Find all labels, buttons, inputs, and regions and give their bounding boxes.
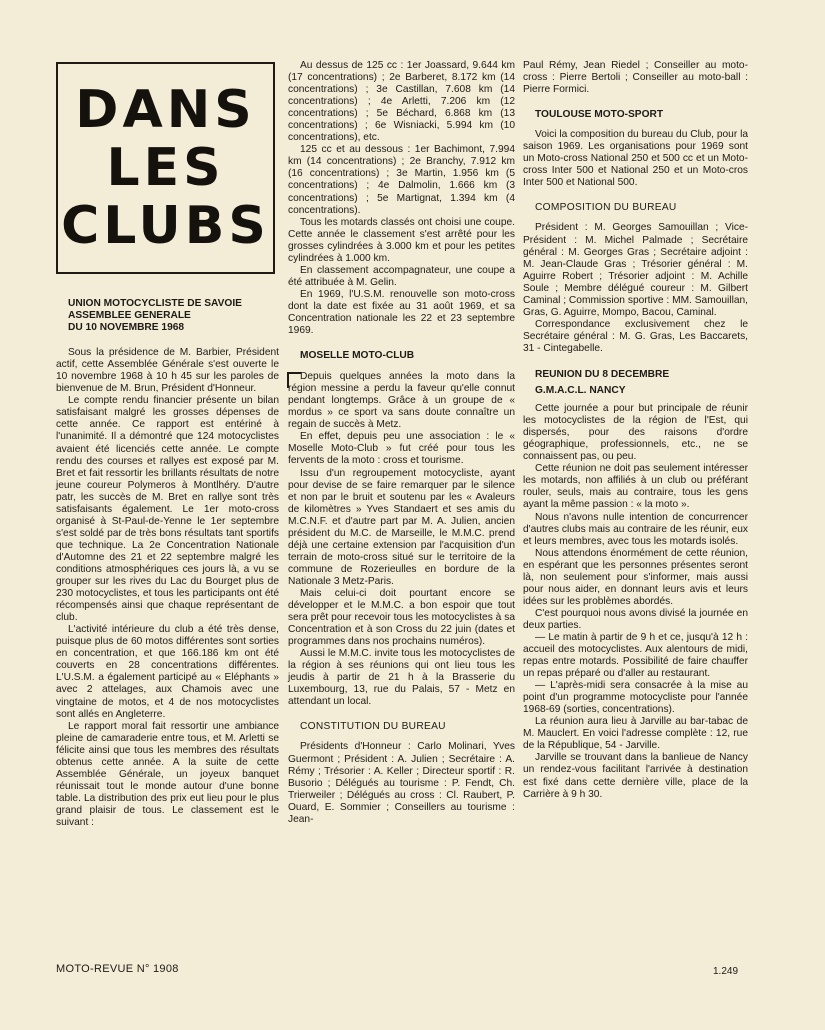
- title-line: CLUBS: [61, 196, 270, 256]
- paragraph: Tous les motards classés ont choisi une coupe. Cette année le classement s'est arrêté pour les grosses cylindrées à 3.000 km et pour les petites cylindrées à 1.000 km.: [288, 216, 515, 264]
- column-right: [523, 60, 748, 801]
- section-subheading: G.M.A.C.L. NANCY: [535, 385, 626, 397]
- paragraph: Nous n'avons nulle intention de concurrencer d'autres clubs mais au contraire de les réunir, eux et leurs membres, avec tous les motards isolés.: [523, 511, 748, 547]
- paragraph: Président : M. Georges Samouillan ; Vice-Président : M. Michel Palmade ; Secrétaire général : M. Georges Gras ; Secrétaire adjoint : M. Jean-Claude Gras ; Trésorier général : M. Aguirre Robert ; Trésorier adjoint : M. Achille Soule ; Membre délégué coureur : M. Gilbert Caminal ; Commission sportive : MM. Samouillan, Gras, G. Aguirre, Mompo, Bacou, Caminal.: [523, 222, 748, 318]
- paragraph: En 1969, l'U.S.M. renouvelle son moto-cross dont la date est fixée au 31 août 1969, et sa Concentration nationale les 22 et 23 septembre 1969.: [288, 288, 515, 337]
- title-line: LES: [106, 138, 225, 198]
- paragraph: Le rapport moral fait ressortir une ambiance pleine de camaraderie entre tous, et M. Arletti se félicite ainsi que tous les membres des résultats obtenus cette année. A la suite de cette Assemblée Générale, un joyeux banquet réunissait tout le monde autour d'une bonne table. La distribution des prix eut lieu pour le plus grand plaisir de tous. Le classement est le suivant :: [56, 720, 279, 828]
- page-number: 1.249: [713, 966, 739, 977]
- section-heading: CONSTITUTION DU BUREAU: [300, 721, 446, 733]
- paragraph: 125 cc et au dessous : 1er Bachimont, 7.994 km (14 concentrations) ; 2e Branchy, 7.912 km (16 concentrations) ; 3e Martin, 1.956 km (5 concentrations) ; 4e Dalmolin, 1.666 km (3 concentrations) ; 5e Martignat, 1.394 km (4 concentrations).: [288, 144, 515, 216]
- column-middle: [288, 60, 515, 826]
- paragraph: Issu d'un regroupement motocycliste, ayant pour devise de se faire remarquer par le silence et non par le bruit et soutenu par les « Avaleurs de kilomètres » Yves Standaert et ses amis du M.C.N.F. et d'autre part par M. A. Julien, ancien président du M.C. de Marseille, le M.M.C. prend déjà une certaine extension par l'acquisition d'un terrain de moto-cross situé sur le territoire de la commune de Rozerieulles en bordure de la Nationale 3 Metz-Paris.: [288, 467, 515, 587]
- paragraph: Le compte rendu financier présente un bilan satisfaisant malgré les grosses dépenses de cette année. Ce rapport est entériné à l'unanimité. Il a démontré que 124 motocyclistes avaient été licenciés cette année. Le compte rendu des courses et rallyes est exposé par M. Bret et fait ressortir les brillants résultats de notre jeune coureur Polymeros à Montlhéry. D'autre patr, les succès de M. Bret en rallye sont très satisfaisants également. Le 1er moto-cross organisé à St-Paul-de-Yenne le 1er septembre s'est soldé par de très bons résultats tant sportifs que technique. La 2e Concentration Nationale d'Automne des 21 et 22 septembre malgré les conditions atmosphériques ces jours là, a vu se grouper sur les rives du Lac du Bourget plus de 230 motocyclistes, et tous les participants ont été récompensés ainsi que chaque représentant de club.: [56, 395, 279, 624]
- paragraph: Paul Rémy, Jean Riedel ; Conseiller au moto-cross : Pierre Bertoli ; Conseiller au moto-ball : Pierre Formici.: [523, 60, 748, 96]
- paragraph: Cette journée a pour but principale de réunir les motocyclistes de la région de l'Est, qui dispersés, pour des raisons d'ordre géographique, professionnels, etc., ne se connaissent pas, ou peu.: [523, 403, 748, 463]
- magazine-issue: MOTO-REVUE N° 1908: [56, 963, 179, 975]
- paragraph: Présidents d'Honneur : Carlo Molinari, Yves Guermont ; Président : A. Julien ; Secrétaire : A. Rémy ; Trésorier : A. Keller ; Directeur sportif : R. Busorio ; Délégués au tourisme : P. Fendt, Ch. Trierweiler ; Délégués au cross : Cl. Raubert, P. Ouard, E. Sommier ; Conseillers au tourisme : Jean-: [288, 741, 515, 825]
- paragraph: Depuis quelques années la moto dans la région messine a perdu la faveur qu'elle connut pendant longtemps. Grâce à un groupe de « mordus » ce sport va sans doute connaître un regain de succès à Metz.: [288, 371, 515, 431]
- paragraph: La réunion aura lieu à Jarville au bar-tabac de M. Mauclert. En voici l'adresse complète : 12, rue de la République, 54 - Jarville.: [523, 716, 748, 752]
- column-left: [56, 298, 279, 829]
- paragraph: C'est pourquoi nous avons divisé la journée en deux parties.: [523, 607, 748, 631]
- paragraph: L'activité intérieure du club a été très dense, puisque plus de 60 motos différentes sont sorties en concentration, et que 166.186 km ont été couverts en 28 concentrations différentes. L'U.S.M. a également participé au « Eléphants » avec 2 attelages, aux Chamois avec une vingtaine de motos, et 4 de nos motocyclistes sont allés en Angleterre.: [56, 624, 279, 720]
- section-heading: REUNION DU 8 DECEMBRE: [535, 368, 670, 380]
- decorative-bracket: [287, 372, 301, 388]
- article-heading: UNION MOTOCYCLISTE DE SAVOIE: [68, 298, 242, 309]
- paragraph: Correspondance exclusivement chez le Secrétaire général : M. G. Gras, Les Baccarets, 31 - Cintegabelle.: [523, 318, 748, 354]
- article-subheading: ASSEMBLEE GENERALE: [68, 310, 191, 322]
- paragraph: Jarville se trouvant dans la banlieue de Nancy un rendez-vous facilitant l'arrivée à destination est fixé dans cette dernière ville, place de la Carrière à 9 h 30.: [523, 752, 748, 800]
- paragraph: Mais celui-ci doit pourtant encore se développer et le M.M.C. a bon espoir que tout sera prêt pour recevoir tous les motocyclistes à sa Concentration et à son Cross du 22 juin (dates et programmes dans nos prochains numéros).: [288, 587, 515, 648]
- paragraph: Aussi le M.M.C. invite tous les motocyclistes de la région à ses réunions qui ont lieu tous les jeudis à partir de 21 h à la Brasserie du Luxembourg, 13, rue du Palais, 57 - Metz en attendant un local.: [288, 648, 515, 708]
- paragraph: Voici la composition du bureau du Club, pour la saison 1969. Les organisations pour 1969 sont un Moto-cross National 250 et 500 cc et un Moto-cross Inter 500 et National 250 et un Moto-cros Inter 500 et National 500.: [523, 129, 748, 189]
- title-line: DANS: [75, 80, 256, 140]
- paragraph: Sous la présidence de M. Barbier, Président actif, cette Assemblée Générale s'est ouverte le 10 novembre 1968 à 10 h 45 sur les paroles de bienvenue de M. Brun, Président d'Honneur.: [56, 347, 279, 395]
- section-heading: TOULOUSE MOTO-SPORT: [535, 109, 664, 121]
- paragraph: En effet, depuis peu une association : le « Moselle Moto-Club » fut créé pour tous les fervents de la moto : cross et tourisme.: [288, 431, 515, 467]
- section-heading: COMPOSITION DU BUREAU: [535, 202, 677, 214]
- paragraph: — L'après-midi sera consacrée à la mise au point d'un programme motocycliste pour l'année 1968-69 (sorties, concentrations).: [523, 680, 748, 716]
- paragraph: Cette réunion ne doit pas seulement intéresser les motards, non affiliés à un club ou préférant rouler, seuls, mais au contraire, tous les gens ayant la même passion : « la moto ».: [523, 463, 748, 511]
- section-title-box: [56, 62, 275, 274]
- paragraph: Nous attendons énormément de cette réunion, en espérant que les personnes présentes seront là, non seulement pour s'informer, mais aussi pour nous aider, en donnant leurs avis et leurs idées sur les problèmes abordés.: [523, 547, 748, 607]
- section-heading: MOSELLE MOTO-CLUB: [300, 350, 415, 362]
- paragraph: — Le matin à partir de 9 h et ce, jusqu'à 12 h : accueil des motocyclistes. Aux alentours de midi, repas entre motards. Possibilité de faire chauffer un repas préparé ou d'aller au restaurant.: [523, 631, 748, 680]
- paragraph: En classement accompagnateur, une coupe a été attribuée à M. Gelin.: [288, 264, 515, 288]
- paragraph: Au dessus de 125 cc : 1er Joassard, 9.644 km (17 concentrations) ; 2e Barberet, 8.172 km (14 concentrations) ; 3e Castillan, 7.608 km (14 concentrations) ; 4e Arletti, 7.206 km (12 concentrations) ; 5e Béchard, 6.868 km (13 concentrations) ; 6e Wisniacki, 5.994 km (10 concentrations), etc.: [288, 60, 515, 144]
- article-date: DU 10 NOVEMBRE 1968: [68, 322, 185, 334]
